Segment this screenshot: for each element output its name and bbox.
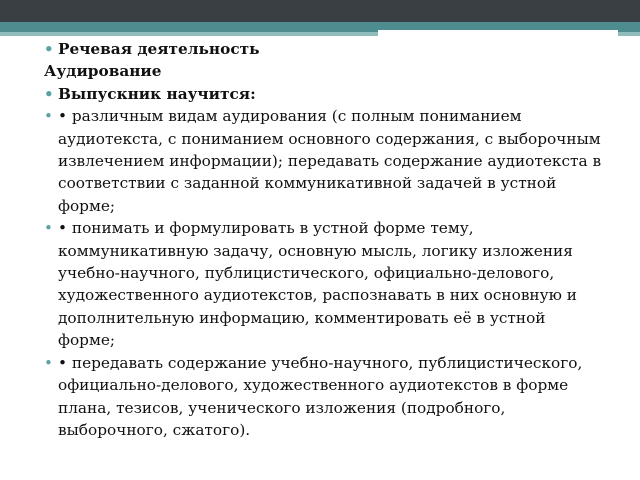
bullet-icon: • [44, 219, 53, 238]
bullet-icon: • [44, 40, 54, 58]
list-item [0, 38, 636, 60]
list-item-text: • понимать и формулировать в устной форме тему, коммуникативную задачу, основную мысль, логику изложения учебно-научного, публицистического, официально-делового, художественного аудиотекстов, распознавать в них основную и дополнительную информацию, комментировать её в устной форме; [58, 219, 578, 350]
list-item [0, 105, 636, 217]
bullet-icon: • [44, 107, 53, 126]
slide-header-bar [0, 0, 640, 22]
list-item-text: Выпускник научится: [58, 84, 256, 103]
list-item [0, 217, 636, 351]
list-item [0, 352, 636, 442]
bullet-icon: • [44, 353, 53, 372]
list-item-text: • различным видам аудирования (с полным пониманием аудиотекста, с пониманием основного содержания, с выборочным извлечением информации); передавать содержание аудиотекста в соответствии с заданной коммуникативной задачей в устной форме; [58, 107, 602, 215]
list-item [0, 83, 636, 105]
slide-body [0, 38, 636, 441]
heading-text: Аудирование [44, 62, 162, 81]
list-item-text: Речевая деятельность [58, 40, 260, 58]
list-item-text: • передавать содержание учебно-научного, публицистического, официально-делового, художественного аудиотекстов в форме плана, тезисов, ученического изложения (подробного, выборочного, сжатого). [58, 353, 583, 439]
section-heading [0, 60, 636, 82]
bullet-icon: • [44, 84, 54, 103]
